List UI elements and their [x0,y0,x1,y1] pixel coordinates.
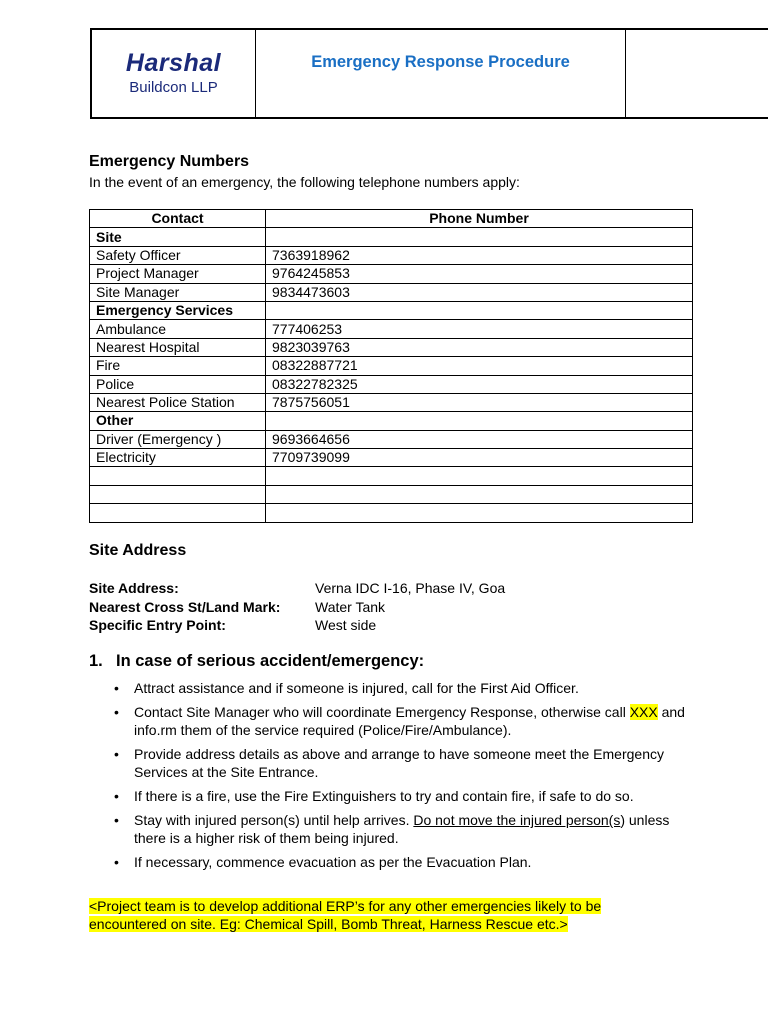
table-row [90,265,693,283]
site-address-block [89,579,505,635]
phone-cell [266,467,693,485]
column-header-phone: Phone Number [266,210,693,228]
list-item [112,811,692,847]
procedure-heading-text: In case of serious accident/emergency: [116,652,425,670]
contact-cell: Nearest Hospital [90,338,266,356]
phone-cell: 9693664656 [266,430,693,448]
entry-point-row [89,616,505,635]
table-row [90,430,693,448]
contact-cell [90,504,266,522]
procedure-heading [89,652,424,671]
title-cell [256,30,626,117]
table-row [90,467,693,485]
header-blank-cell [626,30,768,117]
step-text: Provide address details as above and arrange to have someone meet the Emergency Services at the Site Entrance. [134,746,664,780]
phone-cell: 08322887721 [266,357,693,375]
contact-cell: Driver (Emergency ) [90,430,266,448]
document-header [90,28,768,119]
phone-cell: 7709739099 [266,449,693,467]
phone-cell: 9834473603 [266,283,693,301]
highlighted-note: <Project team is to develop additional ERP’s for any other emergencies likely to be encountered on site. Eg: Chemical Spill, Bomb Threat, Harness Rescue etc.> [89,898,602,932]
procedure-steps-list [112,679,692,877]
bullet-icon: • [114,746,119,762]
table-group-row [90,228,693,246]
logo-name: Harshal [125,48,222,77]
phone-cell [266,301,693,319]
phone-cell: 9764245853 [266,265,693,283]
entry-point-value: West side [315,617,377,633]
contact-cell: Nearest Police Station [90,393,266,411]
document-title: Emergency Response Procedure [311,53,570,71]
step-text: If there is a fire, use the Fire Extinguishers to try and contain fire, if safe to do so. [134,788,634,804]
step-text-pre: Contact Site Manager who will coordinate Emergency Response, otherwise call [134,704,630,720]
step-text-pre: Stay with injured person(s) until help arrives. [134,812,414,828]
landmark-row [89,598,505,617]
group-label: Emergency Services [90,301,266,319]
landmark-value: Water Tank [315,598,386,615]
table-header-row [90,210,693,228]
procedure-number: 1. [89,652,103,670]
group-label: Site [90,228,266,246]
company-logo [92,30,256,117]
bullet-icon: • [114,812,119,828]
contact-cell [90,467,266,485]
contact-cell: Project Manager [90,265,266,283]
list-item [112,679,692,697]
column-header-contact: Contact [90,210,266,228]
table-row [90,283,693,301]
phone-cell [266,412,693,430]
bullet-icon: • [114,680,119,696]
table-row [90,246,693,264]
table-row [90,357,693,375]
emergency-intro: In the event of an emergency, the following telephone numbers apply: [89,174,520,190]
phone-cell [266,485,693,503]
bullet-icon: • [114,854,119,870]
address-value: Verna IDC I-16, Phase IV, Goa [315,580,506,596]
landmark-label: Nearest Cross St/Land Mark: [89,598,281,615]
list-item [112,787,692,805]
contact-cell: Safety Officer [90,246,266,264]
logo-subtitle: Buildcon LLP [129,78,218,96]
phone-cell: 777406253 [266,320,693,338]
emergency-contacts-table [89,209,693,523]
site-address-heading: Site Address [89,542,187,559]
table-group-row [90,412,693,430]
table-row [90,449,693,467]
project-team-note [89,897,659,933]
phone-cell: 7875756051 [266,393,693,411]
list-item [112,853,692,871]
entry-point-label: Specific Entry Point: [89,617,226,633]
contact-cell: Fire [90,357,266,375]
contact-cell: Ambulance [90,320,266,338]
step-text-post: ) unless there is a higher risk of them being injured. [134,812,670,846]
phone-cell [266,504,693,522]
table-row [90,504,693,522]
phone-cell: 9823039763 [266,338,693,356]
group-label: Other [90,412,266,430]
table-row [90,393,693,411]
step-text: If necessary, commence evacuation as per the Evacuation Plan. [134,854,532,870]
underlined-warning: Do not move the injured person(s [413,812,621,828]
phone-cell: 08322782325 [266,375,693,393]
phone-cell: 7363918962 [266,246,693,264]
list-item [112,703,692,739]
table-group-row [90,301,693,319]
contact-cell: Police [90,375,266,393]
highlighted-placeholder: XXX [629,704,658,720]
table-row [90,338,693,356]
bullet-icon: • [114,788,119,804]
address-label: Site Address: [89,580,179,596]
bullet-icon: • [114,704,119,720]
list-item [112,745,692,781]
table-row [90,320,693,338]
phone-cell [266,228,693,246]
contact-cell: Site Manager [90,283,266,301]
step-text: Attract assistance and if someone is injured, call for the First Aid Officer. [134,680,579,696]
table-row [90,375,693,393]
contact-cell: Electricity [90,449,266,467]
contact-cell [90,485,266,503]
step-text-post: and info.rm them of the service required (Police/Fire/Ambulance). [134,704,685,738]
emergency-numbers-heading: Emergency Numbers [89,153,250,170]
table-row [90,485,693,503]
address-row [89,579,505,598]
